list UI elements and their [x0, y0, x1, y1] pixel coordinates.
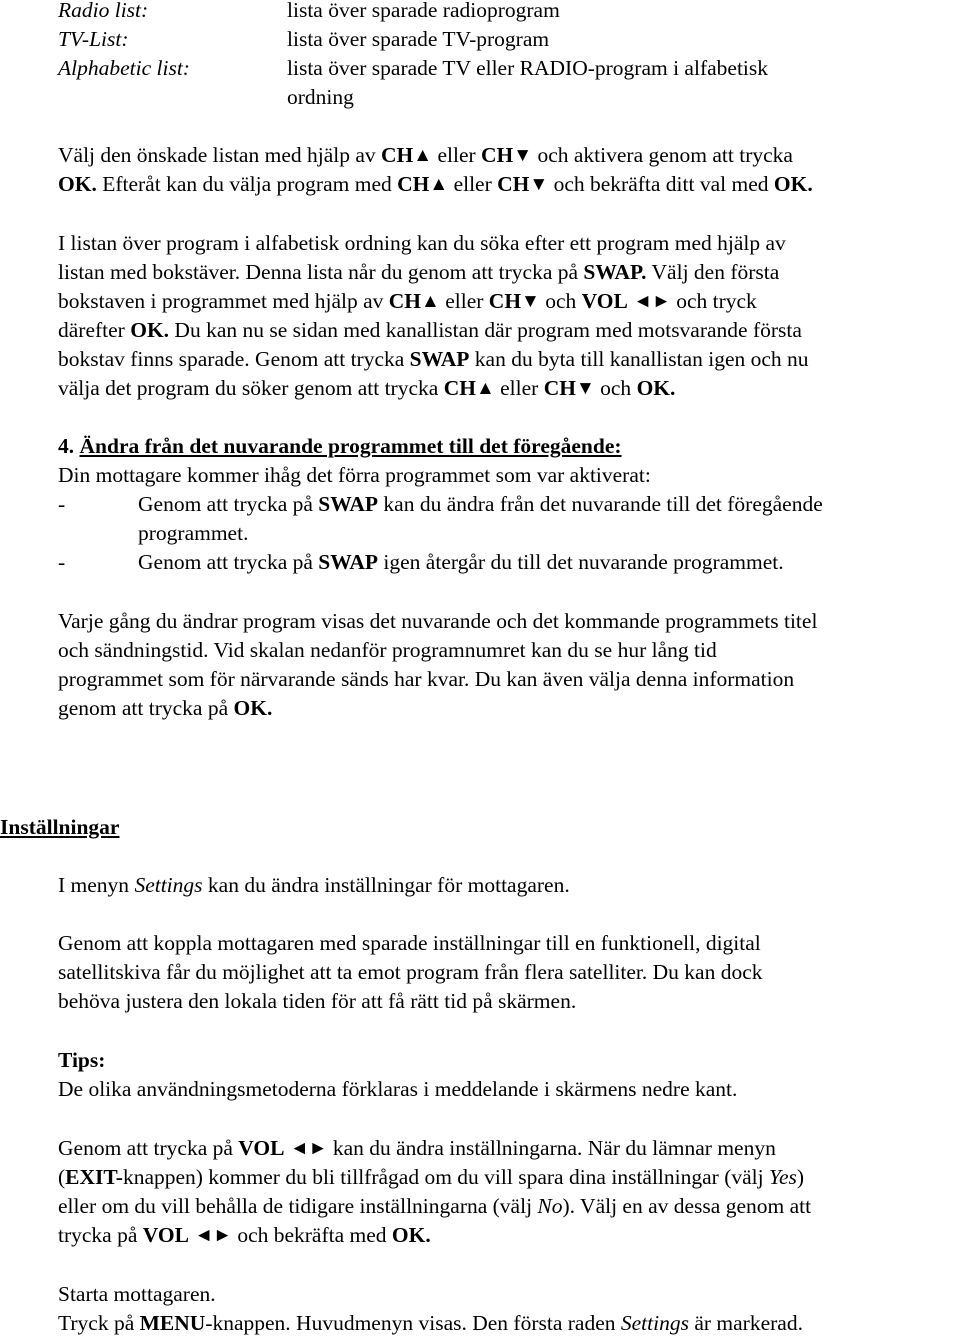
- right-arrow-icon: ►: [213, 1225, 232, 1246]
- left-arrow-icon: ◄: [633, 291, 653, 312]
- ok-key: OK.: [58, 172, 97, 196]
- desc-alphabetic-list-cont: ordning: [287, 85, 354, 109]
- up-arrow-icon: ▲: [421, 291, 440, 312]
- term-radio-list: Radio list:: [58, 0, 149, 22]
- settings-p3-line3: eller om du vill behålla de tidigare inställningarna (välj No). Välj en av dessa genom att: [58, 1194, 812, 1218]
- para2-line3: bokstaven i programmet med hjälp av CH▲ eller CH▼ och VOL ◄► och tryck: [58, 287, 757, 317]
- bullet-dash: -: [58, 550, 66, 574]
- down-arrow-icon: ▼: [529, 174, 549, 195]
- left-arrow-icon: ◄: [289, 1138, 309, 1159]
- tips-heading: Tips:: [58, 1048, 106, 1072]
- swap-key: SWAP.: [583, 260, 647, 284]
- settings-p3-line4: trycka på VOL ◄► och bekräfta med OK.: [58, 1221, 431, 1251]
- ch-key: CH: [497, 172, 530, 196]
- settings-heading: Inställningar: [0, 815, 120, 839]
- settings-p3-line1: Genom att trycka på VOL ◄► kan du ändra inställningarna. När du lämnar menyn: [58, 1134, 776, 1164]
- para2-line5: bokstav finns sparade. Genom att trycka SWAP kan du byta till kanallistan igen och nu: [58, 347, 809, 371]
- bullet2-line1: Genom att trycka på SWAP igen återgår du till det nuvarande programmet.: [138, 550, 784, 574]
- left-arrow-icon: ◄: [194, 1225, 214, 1246]
- section4-heading: 4. Ändra från det nuvarande programmet till det föregående:: [58, 434, 622, 458]
- para3-line3: programmet som för närvarande sänds har kvar. Du kan även välja denna information: [58, 667, 795, 691]
- right-arrow-icon: ►: [652, 291, 671, 312]
- desc-alphabetic-list: lista över sparade TV eller RADIO-program i alfabetisk: [287, 56, 769, 80]
- bullet-dash: -: [58, 492, 66, 516]
- settings-p2-line1: Genom att koppla mottagaren med sparade inställningar till en funktionell, digital: [58, 931, 761, 955]
- ok-key: OK.: [773, 172, 813, 196]
- desc-radio-list: lista över sparade radioprogram: [287, 0, 560, 22]
- para1-line1: Välj den önskade listan med hjälp av CH▲ eller CH▼ och aktivera genom att trycka: [58, 141, 793, 171]
- down-arrow-icon: ▼: [521, 291, 540, 312]
- right-arrow-icon: ►: [308, 1138, 328, 1159]
- para2-line1: I listan över program i alfabetisk ordning kan du söka efter ett program med hjälp av: [58, 231, 786, 255]
- desc-tv-list: lista över sparade TV-program: [287, 27, 550, 51]
- vol-key: VOL: [581, 289, 628, 313]
- settings-p3-line2: (EXIT-knappen) kommer du bli tillfrågad om du vill spara dina inställningar (välj Yes): [58, 1165, 805, 1189]
- up-arrow-icon: ▲: [413, 145, 433, 166]
- term-tv-list: TV-List:: [58, 27, 129, 51]
- settings-p1: I menyn Settings kan du ändra inställningar för mottagaren.: [58, 873, 570, 897]
- up-arrow-icon: ▲: [429, 174, 449, 195]
- bullet1-line2: programmet.: [138, 521, 249, 545]
- down-arrow-icon: ▼: [513, 145, 533, 166]
- settings-p2-line3: behöva justera den lokala tiden för att få rätt tid på skärmen.: [58, 989, 577, 1013]
- ch-key: CH: [481, 143, 514, 167]
- bullet1-line1: Genom att trycka på SWAP kan du ändra från det nuvarande till det föregående: [138, 492, 823, 516]
- para3-line1: Varje gång du ändrar program visas det nuvarande och det kommande programmets titel: [58, 609, 818, 633]
- para2-line6: välja det program du söker genom att trycka CH▲ eller CH▼ och OK.: [58, 374, 675, 404]
- term-alphabetic-list: Alphabetic list:: [58, 56, 190, 80]
- para2-line4: därefter OK. Du kan nu se sidan med kanallistan där program med motsvarande första: [58, 318, 802, 342]
- para1-line2: OK. Efteråt kan du välja program med CH▲ eller CH▼ och bekräfta ditt val med OK.: [58, 170, 813, 200]
- para2-line2: listan med bokstäver. Denna lista når du genom att trycka på SWAP. Välj den första: [58, 260, 780, 284]
- para3-line4: genom att trycka på OK.: [58, 696, 273, 720]
- tips-text: De olika användningsmetoderna förklaras i meddelande i skärmens nedre kant.: [58, 1077, 738, 1101]
- start-receiver: Starta mottagaren.: [58, 1282, 216, 1306]
- down-arrow-icon: ▼: [575, 378, 595, 399]
- last-line: Tryck på MENU-knappen. Huvudmenyn visas. Den första raden Settings är markerad.: [58, 1311, 803, 1335]
- section4-intro: Din mottagare kommer ihåg det förra programmet som var aktiverat:: [58, 463, 651, 487]
- para3-line2: och sändningstid. Vid skalan nedanför programnumret kan du se hur lång tid: [58, 638, 717, 662]
- ch-key: CH: [381, 143, 414, 167]
- up-arrow-icon: ▲: [475, 378, 495, 399]
- ch-key: CH: [397, 172, 430, 196]
- settings-p2-line2: satellitskiva får du möjlighet att ta emot program från flera satelliter. Du kan dock: [58, 960, 763, 984]
